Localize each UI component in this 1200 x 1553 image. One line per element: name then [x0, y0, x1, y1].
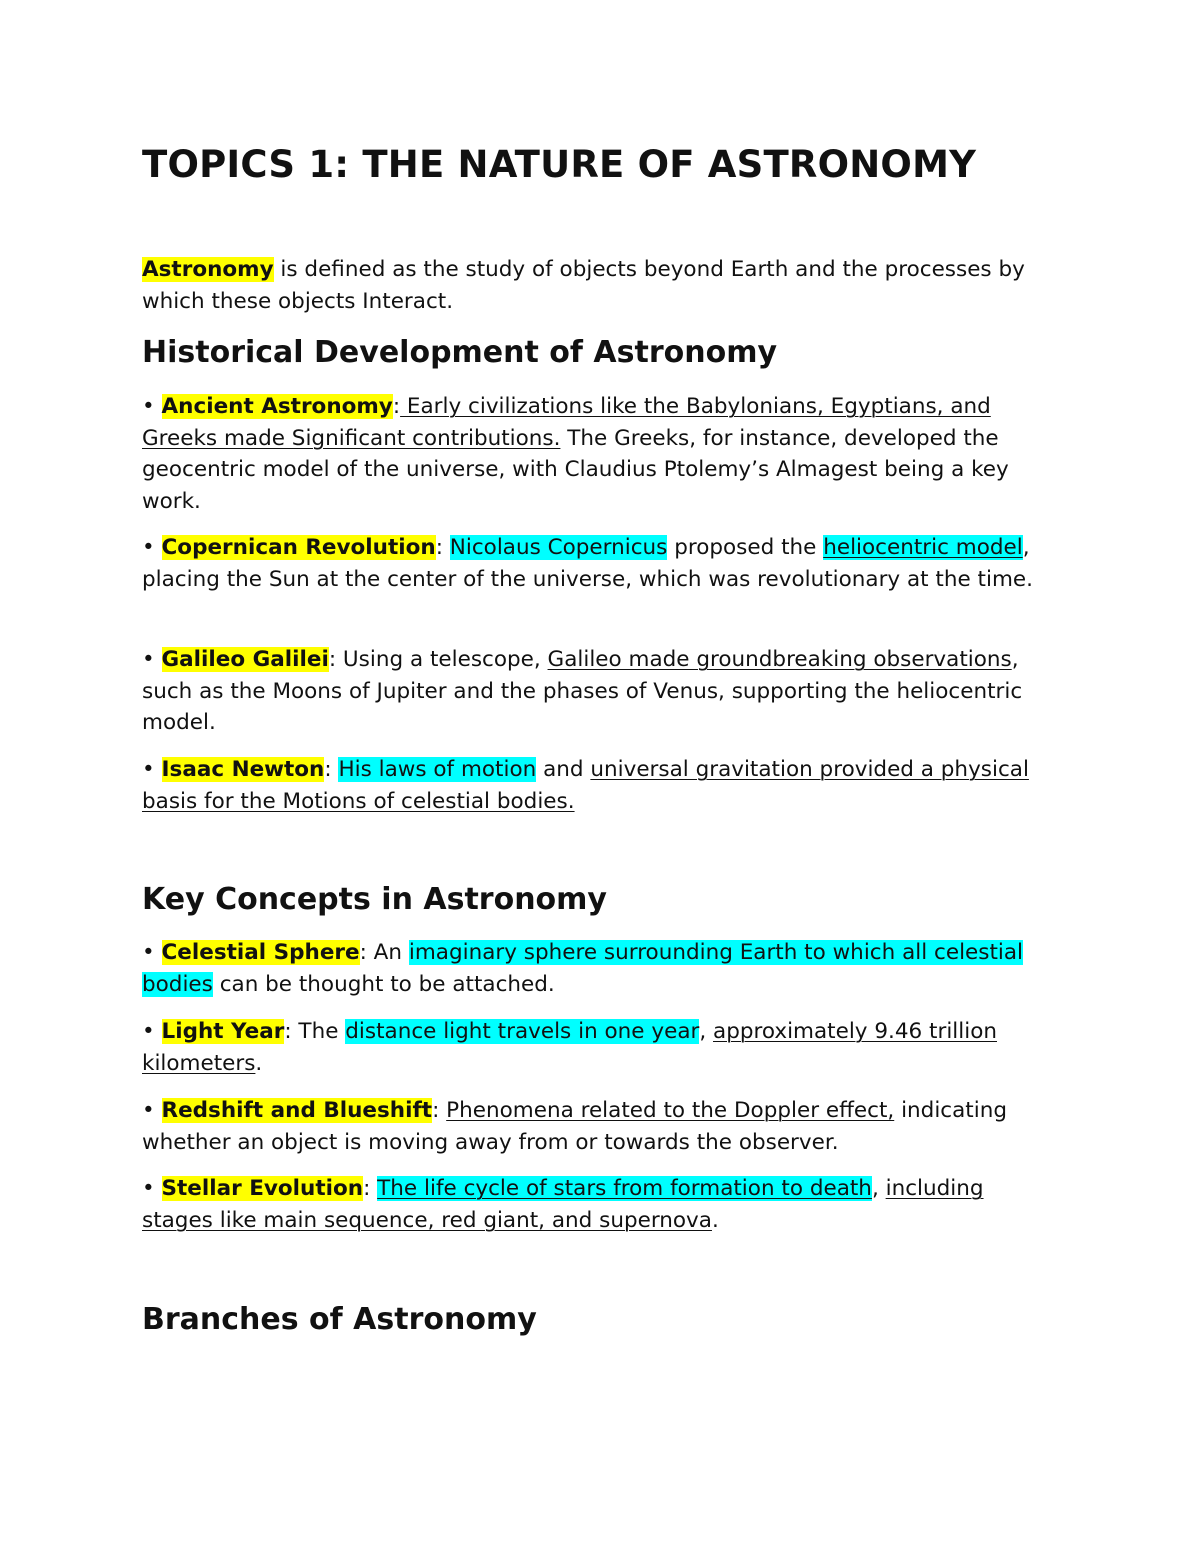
heading-branches: Branches of Astronomy — [142, 1302, 537, 1337]
body-text: , — [699, 1019, 714, 1044]
item-celestial-sphere — [142, 937, 1042, 1000]
item-stellar-evolution — [142, 1173, 1042, 1236]
term-copernican-revolution: Copernican Revolution — [161, 535, 436, 560]
body-text: The Greeks, for instance, developed the geocentric model of the universe, with Claudius Ptolemy’s Almagest being a key work. — [142, 425, 1009, 514]
intro-text: is defined as the study of objects beyond Earth and the processes by which these objects Interact. — [142, 257, 1025, 314]
bullet: • — [142, 535, 162, 560]
term-stellar-evolution: Stellar Evolution — [161, 1176, 364, 1201]
bullet: • — [142, 1098, 162, 1123]
body-text: , such as the Moons of Jupiter and the phases of Venus, supporting the heliocentric model. — [142, 647, 1023, 735]
item-copernican-revolution — [142, 532, 1042, 595]
underlined-text: universal gravitation provided a physical basis for the Motions of celestial bodies. — [142, 757, 1029, 814]
intro-term: Astronomy — [142, 257, 274, 282]
body-text: . — [255, 1050, 263, 1076]
term-isaac-newton: Isaac Newton — [161, 757, 325, 782]
intro-paragraph — [142, 254, 1042, 317]
underlined-text: approximately 9.46 trillion kilometers — [142, 1019, 997, 1076]
heading-historical: Historical Development of Astronomy — [142, 335, 778, 370]
cyan-highlight: His laws of motion — [338, 757, 537, 782]
bullet: • — [142, 757, 162, 782]
cyan-highlight: distance light travels in one year — [345, 1019, 700, 1044]
heading-key-concepts: Key Concepts in Astronomy — [142, 882, 607, 917]
body-text: : The — [284, 1019, 346, 1044]
body-text: proposed the — [667, 535, 824, 560]
underlined-text: Early civilizations like the Babylonians, Egyptians, and Greeks made Significant contributions. — [142, 394, 991, 451]
body-text: indicating whether an object is moving away from or towards the observer. — [142, 1098, 1007, 1155]
body-text: , placing the Sun at the center of the universe, which was revolutionary at the time. — [142, 535, 1033, 592]
body-text: : — [432, 1098, 447, 1123]
separator: : — [435, 535, 450, 560]
bullet: • — [142, 647, 162, 672]
document-title: TOPICS 1: THE NATURE OF ASTRONOMY — [142, 143, 977, 186]
bullet: • — [142, 940, 162, 965]
cyan-highlight: Nicolaus Copernicus — [449, 535, 668, 560]
body-text: . — [711, 1207, 719, 1233]
underlined-text: Phenomena related to the Doppler effect, — [446, 1098, 895, 1123]
term-ancient-astronomy: Ancient Astronomy — [161, 394, 393, 419]
term-light-year: Light Year — [161, 1019, 285, 1044]
bullet: • — [142, 394, 162, 419]
body-text: : — [363, 1176, 378, 1201]
bullet: • — [142, 1176, 162, 1201]
item-light-year — [142, 1016, 1042, 1079]
body-text: : An — [359, 940, 409, 965]
body-text: can be thought to be attached. — [212, 971, 555, 997]
underlined-text: including stages like main sequence, red giant, and supernova — [142, 1176, 984, 1233]
separator: : — [392, 394, 401, 419]
term-celestial-sphere: Celestial Sphere — [161, 940, 360, 965]
cyan-highlight: imaginary sphere surrounding Earth to which all celestial bodies — [142, 940, 1024, 997]
body-text: and — [536, 757, 591, 782]
bullet: • — [142, 1019, 162, 1044]
item-redshift-blueshift — [142, 1095, 1042, 1158]
item-galileo-galilei — [142, 644, 1042, 739]
body-text: : Using a telescope, — [328, 647, 548, 672]
item-isaac-newton — [142, 754, 1042, 817]
term-galileo-galilei: Galileo Galilei — [161, 647, 329, 672]
separator: : — [324, 757, 339, 782]
item-ancient-astronomy — [142, 391, 1042, 517]
body-text: , — [871, 1176, 886, 1201]
underlined-text: Galileo made groundbreaking observations — [547, 647, 1012, 672]
cyan-underlined-text: The life cycle of stars from formation to death — [377, 1176, 872, 1201]
cyan-underlined-text: heliocentric model — [823, 535, 1023, 560]
term-redshift-blueshift: Redshift and Blueshift — [161, 1098, 433, 1123]
